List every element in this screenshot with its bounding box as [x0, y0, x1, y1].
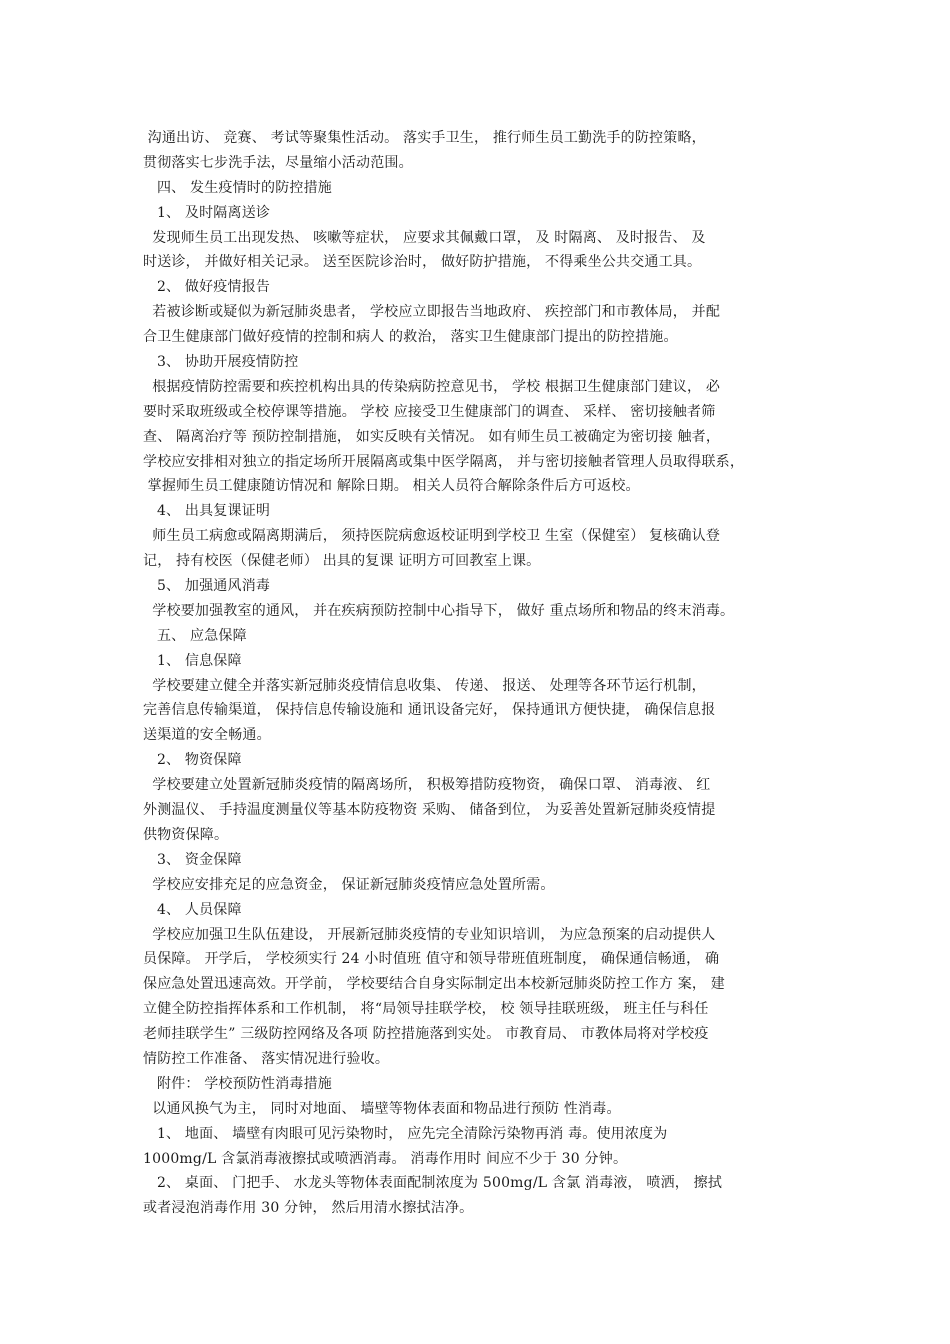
- text-line: 2、 桌面、 门把手、 水龙头等物体表面配制浓度为 500mg/L 含氯 消毒液， 喷洒， 擦拭: [143, 1175, 723, 1192]
- text-line: 时送诊， 并做好相关记录。 送至医院诊治时， 做好防护措施， 不得乘坐公共交通工具。: [143, 254, 702, 271]
- text-line: 掌握师生员工健康随访情况和 解除日期。 相关人员符合解除条件后方可返校。: [143, 478, 640, 495]
- text-line: 3、 资金保障: [143, 851, 242, 868]
- text-line: 若被诊断或疑似为新冠肺炎患者， 学校应立即报告当地政府、 疾控部门和市教体局， 并配: [143, 304, 721, 321]
- text-line: 完善信息传输渠道， 保持信息传输设施和 通讯设备完好， 保持通讯方便快捷， 确保信息报: [143, 702, 716, 719]
- text-line: 4、 人员保障: [143, 901, 242, 918]
- text-line: 合卫生健康部门做好疫情的控制和病人 的救治， 落实卫生健康部门提出的防控措施。: [143, 329, 678, 346]
- text-line: 发现师生员工出现发热、 咳嗽等症状， 应要求其佩戴口罩， 及 时隔离、 及时报告、 及: [143, 229, 706, 246]
- text-line: 送渠道的安全畅通。: [143, 727, 271, 744]
- text-line: 3、 协助开展疫情防控: [143, 354, 299, 371]
- text-line: 员保障。 开学后， 学校须实行 24 小时值班 值守和领导带班值班制度， 确保通信畅通， 确: [143, 951, 720, 968]
- text-line: 1、 信息保障: [143, 652, 242, 669]
- text-line: 情防控工作准备、 落实情况进行验收。: [143, 1050, 390, 1067]
- text-line: 根据疫情防控需要和疾控机构出具的传染病防控意见书， 学校 根据卫生健康部门建议， 必: [143, 378, 721, 395]
- text-line: 学校应加强卫生队伍建设， 开展新冠肺炎疫情的专业知识培训， 为应急预案的启动提供人: [143, 926, 716, 943]
- text-line: 师生员工病愈或隔离期满后， 须持医院病愈返校证明到学校卫 生室（保健室） 复核确认登: [143, 528, 721, 545]
- text-line: 沟通出访、 竞赛、 考试等聚集性活动。 落实手卫生， 推行师生员工勤洗手的防控策略，: [143, 130, 706, 146]
- text-line: 4、 出具复课证明: [143, 503, 271, 520]
- text-line: 或者浸泡消毒作用 30 分钟， 然后用清水擦拭洁净。: [143, 1200, 474, 1217]
- text-line: 学校应安排相对独立的指定场所开展隔离或集中医学隔离， 并与密切接触者管理人员取得联系，: [143, 453, 745, 470]
- text-line: 记， 持有校医（保健老师） 出具的复课 证明方可回教室上课。: [143, 553, 541, 570]
- text-line: 贯彻落实七步洗手法，尽量缩小活动范围。: [143, 154, 413, 171]
- text-line: 以通风换气为主， 同时对地面、 墙壁等物体表面和物品进行预防 性消毒。: [143, 1100, 621, 1117]
- text-line: 5、 加强通风消毒: [143, 578, 271, 595]
- text-line: 四、 发生疫情时的防控措施: [143, 179, 332, 196]
- text-line: 供物资保障。: [143, 826, 229, 843]
- text-line: 保应急处置迅速高效。开学前， 学校要结合自身实际制定出本校新冠肺炎防控工作方 案， 建: [143, 976, 725, 993]
- text-line: 学校要加强教室的通风， 并在疾病预防控制中心指导下， 做好 重点场所和物品的终末消毒。: [143, 602, 735, 619]
- text-line: 1、 及时隔离送诊: [143, 204, 271, 221]
- document-body: [143, 126, 823, 1221]
- text-line: 学校要建立处置新冠肺炎疫情的隔离场所， 积极筹措防疫物资， 确保口罩、 消毒液、 红: [143, 777, 711, 794]
- text-line: 2、 物资保障: [143, 752, 242, 769]
- text-line: 学校要建立健全并落实新冠肺炎疫情信息收集、 传递、 报送、 处理等各环节运行机制，: [143, 677, 706, 694]
- text-line: 外测温仪、 手持温度测量仪等基本防疫物资 采购、 储备到位， 为妥善处置新冠肺炎疫情提: [143, 802, 716, 819]
- text-line: 老师挂联学生” 三级防控网络及各项 防控措施落到实处。 市教育局、 市教体局将对学校疫: [143, 1026, 709, 1043]
- text-line: 2、 做好疫情报告: [143, 279, 271, 296]
- text-line: 查、 隔离治疗等 预防控制措施， 如实反映有关情况。 如有师生员工被确定为密切接 触者，: [143, 428, 721, 445]
- text-line: 立健全防控指挥体系和工作机制， 将“局领导挂联学校， 校 领导挂联班级， 班主任与科任: [143, 1001, 709, 1018]
- text-line: 1000mg/L 含氯消毒液擦拭或喷洒消毒。 消毒作用时 间应不少于 30 分钟。: [143, 1150, 628, 1167]
- text-line: 要时采取班级或全校停课等措施。 学校 应接受卫生健康部门的调查、 采样、 密切接触者筛: [143, 403, 716, 420]
- text-line: 学校应安排充足的应急资金， 保证新冠肺炎疫情应急处置所需。: [143, 876, 555, 893]
- text-line: 五、 应急保障: [143, 627, 247, 644]
- text-line: 1、 地面、 墙壁有肉眼可见污染物时， 应先完全清除污染物再消 毒。使用浓度为: [143, 1125, 668, 1142]
- text-line: 附件： 学校预防性消毒措施: [143, 1075, 332, 1092]
